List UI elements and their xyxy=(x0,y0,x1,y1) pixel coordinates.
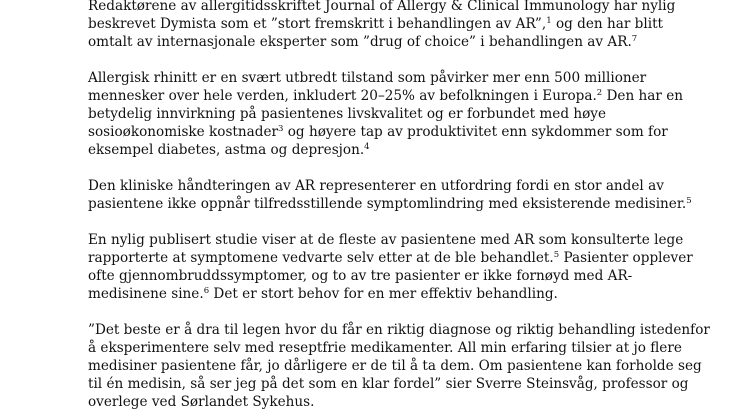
text-run: Pasienter opplever ofte gjennombruddssymptomer, og to av tre pasienter er ikke fornøyd med AR- medisinene sine. xyxy=(88,250,693,302)
paragraph-prevalence xyxy=(88,69,738,159)
footnote-ref: 4 xyxy=(364,142,370,152)
text-run: Den har en betydelig innvirkning på pasientenes livskvalitet og er forbundet med høye sosioøkonomiske kostnader xyxy=(88,88,684,140)
text-run: Den kliniske håndteringen av AR representerer en utfordring fordi en stor andel av pasientene ikke oppnår tilfredsstillende symptomlindring med eksisterende medisiner. xyxy=(88,178,687,212)
text-run: og den har blitt omtalt av internasjonale eksperter som ”drug of choice” i behandlingen av AR. xyxy=(88,16,663,50)
paragraph-intro xyxy=(88,0,738,51)
text-run: Det er stort behov for en mer effektiv behandling. xyxy=(209,286,558,302)
paragraph-clinical-challenge xyxy=(88,177,738,213)
text-run: ”Det beste er å dra til legen hvor du får en riktig diagnose og riktig behandling istedenfor å eksperimentere selv med reseptfrie medikamenter. All min erfaring tilsier at jo flere medisiner pasientene får, jo dårligere er de til å ta dem. Om pasientene kan forholde seg til én medisin, så ser jeg på det som en klar fordel” sier Sverre Steinsvåg, professor og overlege ved Sørlandet Sykehus. xyxy=(88,322,710,410)
document-body xyxy=(88,0,738,411)
paragraph-study xyxy=(88,231,738,303)
footnote-ref: 6 xyxy=(203,286,210,296)
footnote-ref: 5 xyxy=(686,196,692,206)
paragraph-quote xyxy=(88,321,738,411)
footnote-ref: 3 xyxy=(278,124,284,134)
text-run: En nylig publisert studie viser at de fleste av pasientene med AR som konsulterte lege rapporterte at symptomene vedvarte selv etter at de ble behandlet. xyxy=(88,232,684,266)
footnote-ref: 2 xyxy=(596,88,603,98)
text-run: og høyere tap av produktivitet enn sykdommer som for eksempel diabetes, astma og depresjon. xyxy=(88,124,668,158)
text-run: Allergisk rhinitt er en svært utbredt tilstand som påvirker mer enn 500 millioner mennesker over hele verden, inkludert 20–25% av befolkningen i Europa. xyxy=(88,70,647,104)
text-run: Redaktørene av allergitidsskriftet Journal of Allergy & Clinical Immunology har nylig beskrevet Dymista som et ”stort fremskritt i behandlingen av AR”, xyxy=(88,0,676,32)
footnote-ref: 1 xyxy=(546,16,552,26)
footnote-ref: 5 xyxy=(553,250,560,260)
footnote-ref: 7 xyxy=(631,34,638,44)
